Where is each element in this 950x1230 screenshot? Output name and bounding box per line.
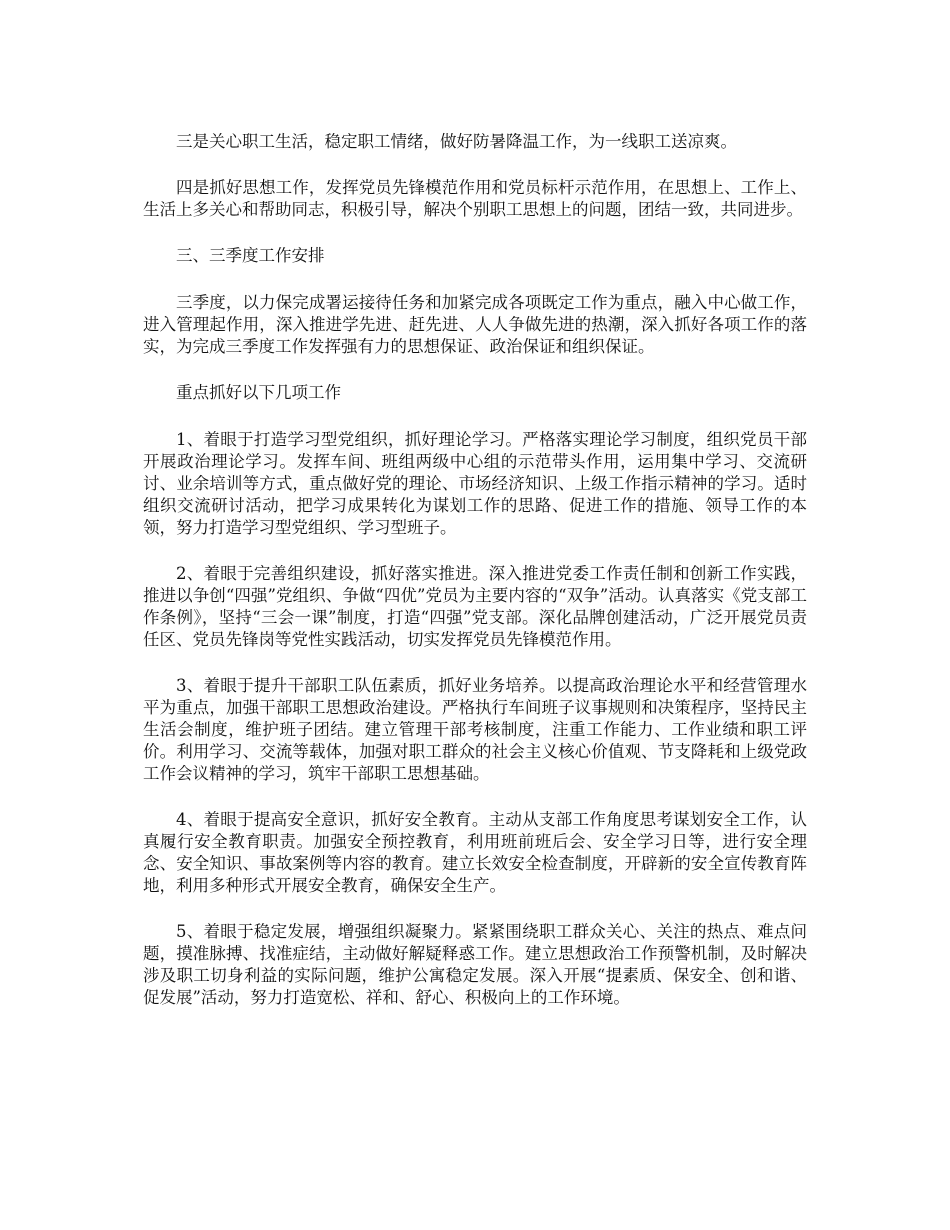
paragraph-care-for-staff: 三是关心职工生活，稳定职工情绪，做好防暑降温工作，为一线职工送凉爽。 bbox=[176, 132, 737, 151]
paragraph-task-5-cohesion: 5、着眼于稳定发展，增强组织凝聚力。紧紧围绕职工群众关心、关注的热点、难点问题，摸准脉搏、找准症结，主动做好解疑释惑工作。建立思想政治工作预警机制，及时解决涉及职工切身利益的实际问题，维护公寓稳定发展。深入开展“提素质、保安全、创和谐、促发展”活动，努力打造宽松、祥和、舒心、积极向上的工作环境。 bbox=[143, 922, 807, 1007]
section-heading-q3-plan: 三、三季度工作安排 bbox=[176, 246, 325, 265]
document-page bbox=[143, 131, 807, 1033]
paragraph-task-2-organization: 2、着眼于完善组织建设，抓好落实推进。深入推进党委工作责任制和创新工作实践，推进以争创“四强”党组织、争做“四优”党员为主要内容的“双争”活动。认真落实《党支部工作条例》，坚持“三会一课”制度，打造“四强”党支部。深化品牌创建活动，广泛开展党员责任区、党员先锋岗等党性实践活动，切实发挥党员先锋模范作用。 bbox=[143, 564, 807, 649]
paragraph-task-1-learning: 1、着眼于打造学习型党组织，抓好理论学习。严格落实理论学习制度，组织党员干部开展政治理论学习。发挥车间、班组两级中心组的示范带头作用，运用集中学习、交流研讨、业余培训等方式，重点做好党的理论、市场经济知识、上级工作指示精神的学习。适时组织交流研讨活动，把学习成果转化为谋划工作的思路、促进工作的措施、领导工作的本领，努力打造学习型党组织、学习型班子。 bbox=[143, 430, 807, 537]
paragraph-q3-overview: 三季度，以力保完成署运接待任务和加紧完成各项既定工作为重点，融入中心做工作，进入管理起作用，深入推进学先进、赶先进、人人争做先进的热潮，深入抓好各项工作的落实，为完成三季度工作发挥强有力的思想保证、政治保证和组织保证。 bbox=[143, 293, 807, 356]
paragraph-task-4-safety: 4、着眼于提高安全意识，抓好安全教育。主动从支部工作角度思考谋划安全工作，认真履行安全教育职责。加强安全预控教育，利用班前班后会、安全学习日等，进行安全理念、安全知识、事故案例等内容的教育。建立长效安全检查制度，开辟新的安全宣传教育阵地，利用多种形式开展安全教育，确保安全生产。 bbox=[143, 810, 807, 895]
paragraph-ideological-work: 四是抓好思想工作，发挥党员先锋模范作用和党员标杆示范作用，在思想上、工作上、生活上多关心和帮助同志，积极引导，解决个别职工思想上的问题，团结一致，共同进步。 bbox=[143, 178, 807, 219]
subheading-key-tasks: 重点抓好以下几项工作 bbox=[176, 383, 341, 402]
paragraph-task-3-staff-quality: 3、着眼于提升干部职工队伍素质，抓好业务培养。以提高政治理论水平和经营管理水平为重点，加强干部职工思想政治建设。严格执行车间班子议事规则和决策程序，坚持民主生活会制度，维护班子团结。建立管理干部考核制度，注重工作能力、工作业绩和职工评价。利用学习、交流等载体，加强对职工群众的社会主义核心价值观、节支降耗和上级党政工作会议精神的学习，筑牢干部职工思想基础。 bbox=[143, 676, 807, 783]
